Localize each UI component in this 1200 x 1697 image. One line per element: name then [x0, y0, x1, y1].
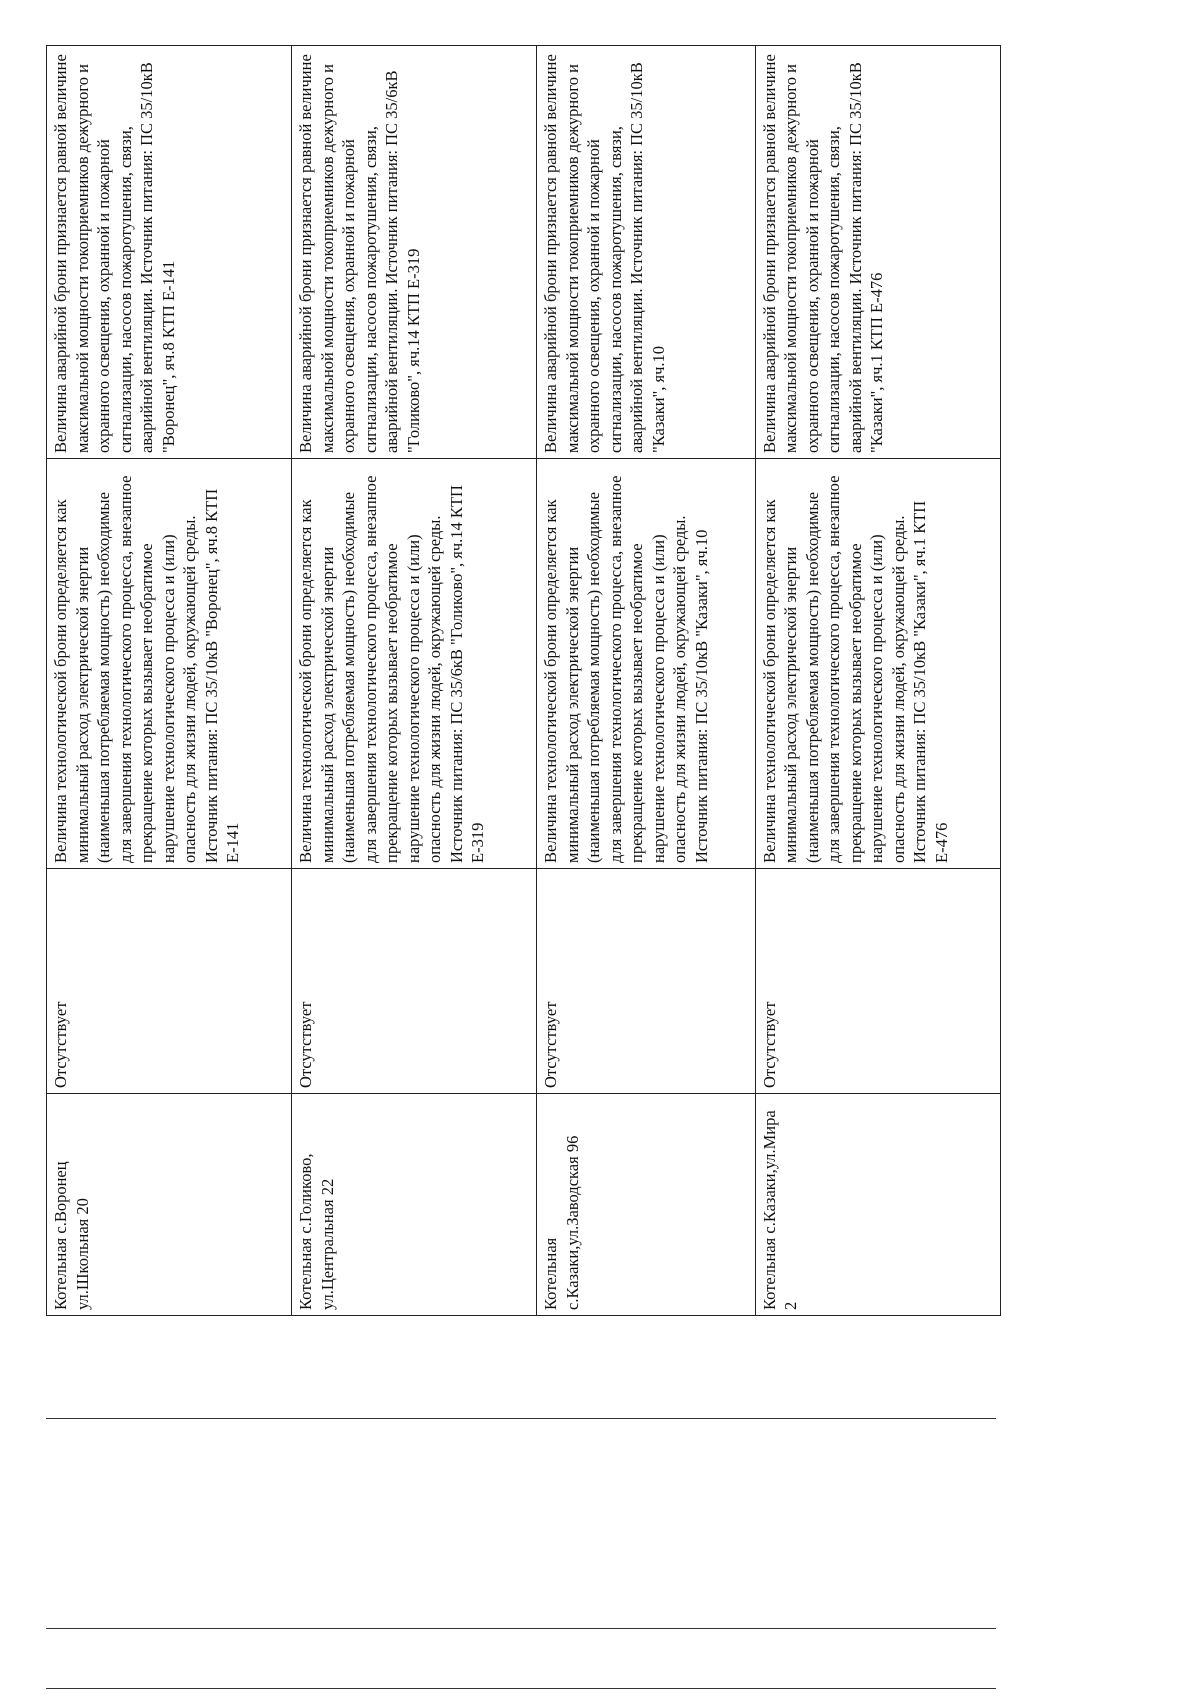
technological-reserve-cell: Величина технологической брони определяется как минимальный расход электрической энергии (наименьшая потребляемая мощность) необходимые для завершения технологического процесса, внезапное прекращение которых вызывает необратимое нарушение технологического процесса и (или) опасность для жизни людей, окружающей среды. Источник питания: ПС 35/10кВ "Казаки", яч.10: [537, 459, 756, 869]
emergency-reserve-cell: Величина аварийной брони признается равной величине максимальной мощности токоприемников дежурного и охранного освещения, охранной и пожарной сигнализации, насосов пожаротушения, связи, аварийной вентиляции. Источник питания: ПС 35/10кВ "Казаки", яч.10: [537, 46, 756, 459]
technological-reserve-cell: Величина технологической брони определяется как минимальный расход электрической энергии (наименьшая потребляемая мощность) необходимые для завершения технологического процесса, внезапное прекращение которых вызывает необратимое нарушение технологического процесса и (или) опасность для жизни людей, окружающей среды. Источник питания: ПС 35/10кВ "Воронец", яч.8 КТП Е-141: [47, 459, 292, 869]
rotated-table-container: [46, 46, 1001, 1316]
regime-cell: Отсутствует: [292, 869, 537, 1094]
emergency-reserve-cell: Величина аварийной брони признается равной величине максимальной мощности токоприемников дежурного и охранного освещения, охранной и пожарной сигнализации, насосов пожаротушения, связи, аварийной вентиляции. Источник питания: ПС 35/6кВ "Голиково", яч.14 КТП Е-319: [292, 46, 537, 459]
table-row: [292, 46, 537, 1316]
table-row: [755, 46, 1000, 1316]
regime-cell: Отсутствует: [537, 869, 756, 1094]
technological-reserve-cell: Величина технологической брони определяется как минимальный расход электрической энергии (наименьшая потребляемая мощность) необходимые для завершения технологического процесса, внезапное прекращение которых вызывает необратимое нарушение технологического процесса и (или) опасность для жизни людей, окружающей среды. Источник питания: ПС 35/10кВ "Казаки", яч.1 КТП Е-476: [755, 459, 1000, 869]
emergency-reserve-cell: Величина аварийной брони признается равной величине максимальной мощности токоприемников дежурного и охранного освещения, охранной и пожарной сигнализации, насосов пожаротушения, связи, аварийной вентиляции. Источник питания: ПС 35/10кВ "Воронец", яч.8 КТП Е-141: [47, 46, 292, 459]
reserve-table: [46, 45, 1001, 1316]
emergency-reserve-cell: Величина аварийной брони признается равной величине максимальной мощности токоприемников дежурного и охранного освещения, охранной и пожарной сигнализации, насосов пожаротушения, связи, аварийной вентиляции. Источник питания: ПС 35/10кВ "Казаки", яч.1 КТП Е-476: [755, 46, 1000, 459]
table-row: [537, 46, 756, 1316]
technological-reserve-cell: Величина технологической брони определяется как минимальный расход электрической энергии (наименьшая потребляемая мощность) необходимые для завершения технологического процесса, внезапное прекращение которых вызывает необратимое нарушение технологического процесса и (или) опасность для жизни людей, окружающей среды. Источник питания: ПС 35/6кВ "Голиково", яч.14 КТП Е-319: [292, 459, 537, 869]
facility-name-cell: Котельная с.Голиково, ул.Центральная 22: [292, 1094, 537, 1316]
facility-name-cell: Котельная с.Воронец ул.Школьная 20: [47, 1094, 292, 1316]
horizontal-rule: [46, 1418, 996, 1419]
horizontal-rule: [46, 1688, 996, 1689]
facility-name-cell: Котельная с.Казаки,ул.Заводская 96: [537, 1094, 756, 1316]
regime-cell: Отсутствует: [755, 869, 1000, 1094]
horizontal-rule: [46, 1628, 996, 1629]
regime-cell: Отсутствует: [47, 869, 292, 1094]
facility-name-cell: Котельная с.Казаки,ул.Мира 2: [755, 1094, 1000, 1316]
table-row: [47, 46, 292, 1316]
